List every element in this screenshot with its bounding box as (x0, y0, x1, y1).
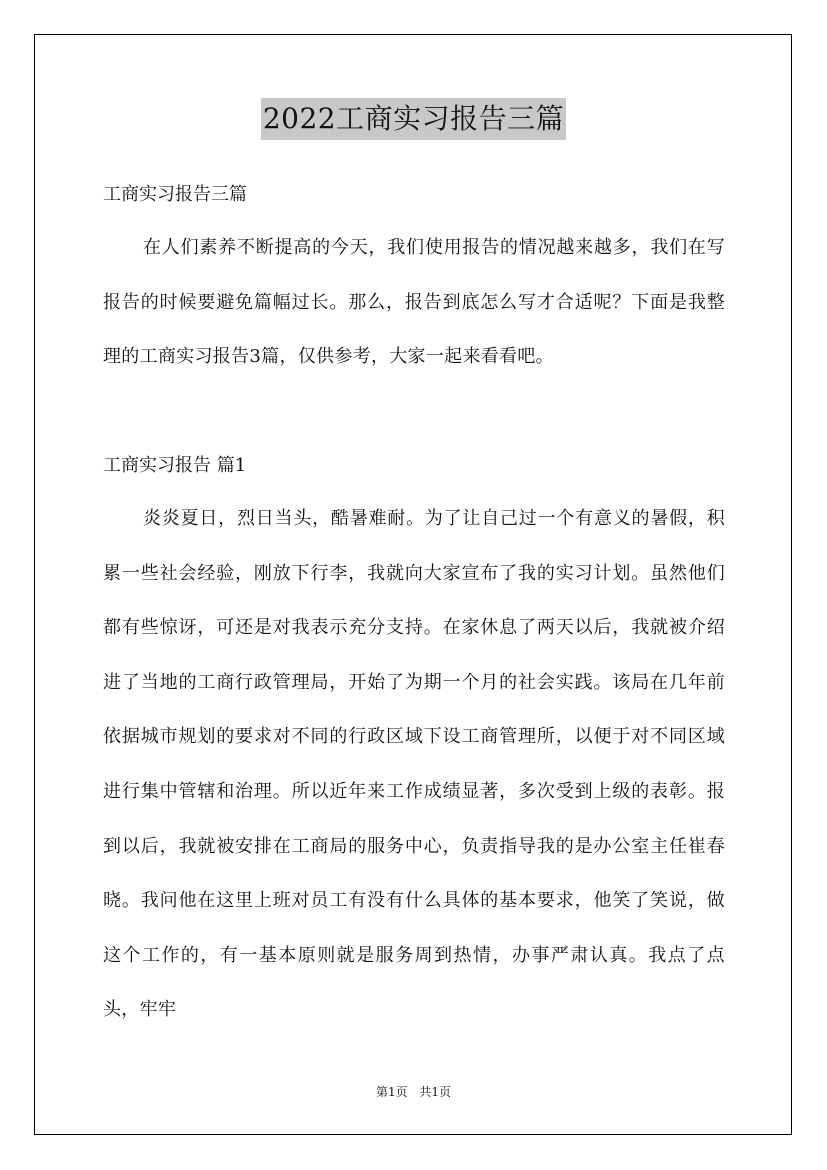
title-container (0, 98, 827, 140)
page-total: 共1页 (419, 1085, 452, 1099)
page-number: 第1页 (375, 1085, 408, 1099)
page-footer (0, 1084, 827, 1100)
intro-paragraph: 在人们素养不断提高的今天，我们使用报告的情况越来越多，我们在写报告的时候要避免篇幅过长。那么，报告到底怎么写才合适呢？下面是我整理的工商实习报告3篇，仅供参考，大家一起来看看吧。 (103, 237, 725, 368)
section-body-paragraph: 炎炎夏日，烈日当头，酷暑难耐。为了让自己过一个有意义的暑假，积累一些社会经验，刚放下行李，我就向大家宣布了我的实习计划。虽然他们都有些惊讶，可还是对我表示充分支持。在家休息了两天以后，我就被介绍进了当地的工商行政管理局，开始了为期一个月的社会实践。该局在几年前依据城市规划的要求对不同的行政区域下设工商管理所，以便于对不同区域进行集中管辖和治理。所以近年来工作成绩显著，多次受到上级的表彰。报到以后，我就被安排在工商局的服务中心，负责指导我的是办公室主任崔春晓。我问他在这里上班对员工有没有什么具体的基本要求，他笑了笑说，做这个工作的，有一基本原则就是服务周到热情，办事严肃认真。我点了点头，牢牢 (103, 508, 725, 1021)
section-heading: 工商实习报告 篇1 (103, 455, 247, 476)
document-subtitle: 工商实习报告三篇 (103, 184, 247, 205)
document-title: 2022工商实习报告三篇 (261, 98, 566, 140)
